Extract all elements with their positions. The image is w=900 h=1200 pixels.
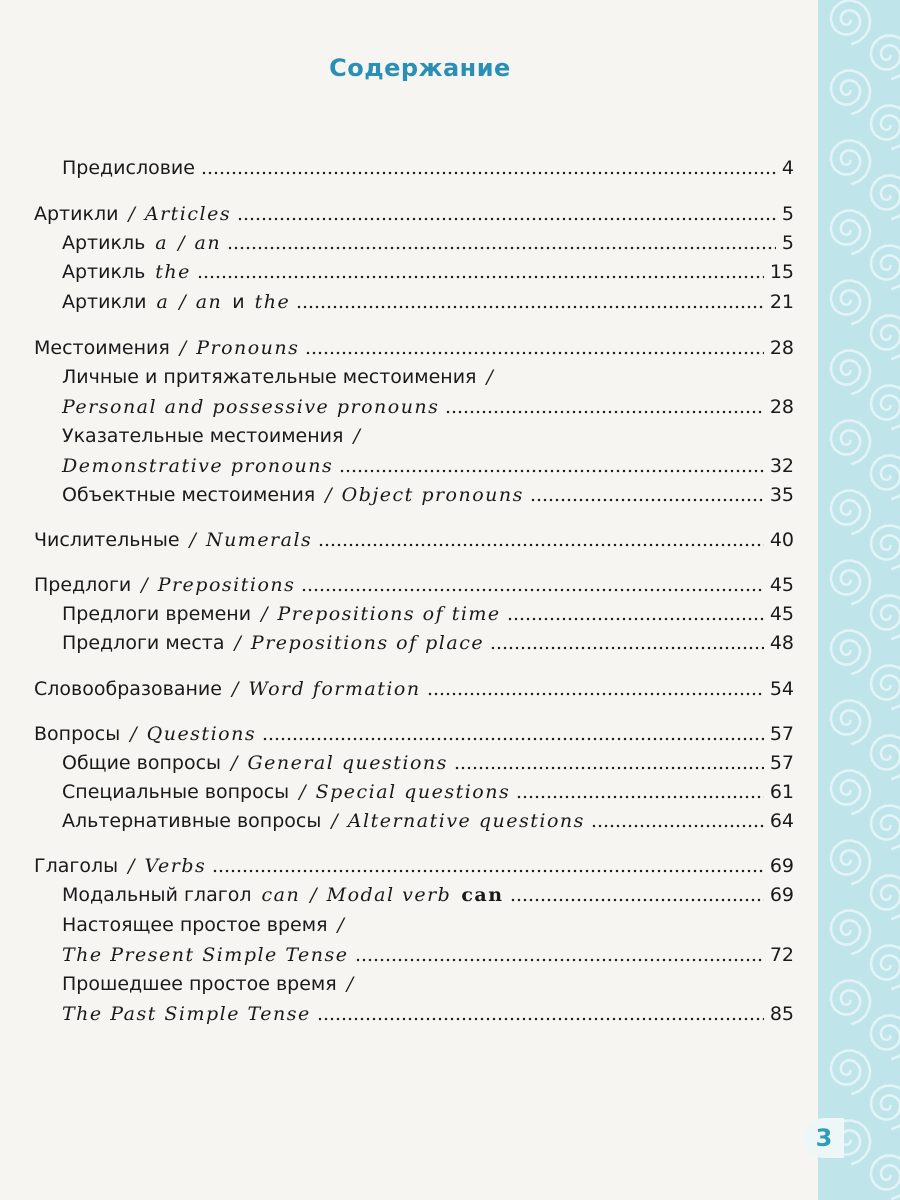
toc-entry-articles-a-an-the[interactable] bbox=[62, 288, 794, 316]
dot-leader bbox=[454, 765, 764, 771]
entry-title-ru: Числительные bbox=[34, 529, 180, 551]
entry-title-en: Special questions bbox=[315, 781, 511, 803]
entry-page-number: 21 bbox=[769, 291, 794, 313]
entry-page-number: 45 bbox=[769, 603, 794, 625]
entry-page-number: 5 bbox=[781, 203, 794, 225]
entry-title-en: Articles bbox=[144, 203, 232, 225]
dot-leader bbox=[201, 170, 776, 176]
toc-entry-pronouns[interactable] bbox=[34, 334, 794, 362]
entry-title-en: an bbox=[194, 232, 222, 254]
entry-title-ru: Артикли bbox=[62, 291, 147, 313]
entry-title-en: Prepositions of time bbox=[277, 603, 501, 625]
entry-page-number: 45 bbox=[769, 574, 794, 596]
swirl-mark bbox=[831, 701, 870, 745]
swirl-mark bbox=[871, 36, 900, 80]
entry-title-ru: Глаголы bbox=[34, 855, 119, 877]
page-number: 3 bbox=[804, 1118, 844, 1158]
entry-title-en: an bbox=[195, 291, 223, 313]
swirl-mark bbox=[831, 911, 870, 955]
swirl-mark bbox=[831, 421, 870, 465]
entry-page-number: 85 bbox=[769, 1003, 794, 1025]
toc-entry-alternative-questions[interactable] bbox=[62, 807, 794, 835]
swirl-mark bbox=[831, 631, 870, 675]
entry-title-ru: Настоящее простое время bbox=[62, 914, 328, 936]
entry-title-ru: Предлоги bbox=[34, 574, 132, 596]
toc-entry-demonstrative-en[interactable] bbox=[62, 452, 794, 480]
toc-entry-past-simple-en[interactable] bbox=[62, 1000, 794, 1028]
entry-separator: / bbox=[141, 574, 148, 596]
entry-title-ru: Местоимения bbox=[34, 337, 170, 359]
dot-leader bbox=[530, 497, 764, 503]
entry-separator: / bbox=[299, 781, 306, 803]
toc-entry-article-the[interactable] bbox=[62, 258, 794, 286]
entry-title-ru: Указательные местоимения bbox=[62, 425, 344, 447]
toc-entry-questions[interactable] bbox=[34, 720, 794, 748]
toc-entry-numerals[interactable] bbox=[34, 526, 794, 554]
entry-title-ru: Словообразование bbox=[34, 678, 222, 700]
toc-entry-personal-en[interactable] bbox=[62, 393, 794, 421]
entry-page-number: 57 bbox=[769, 723, 794, 745]
dot-leader bbox=[262, 736, 764, 742]
swirl-mark bbox=[831, 211, 870, 255]
dot-leader bbox=[305, 350, 763, 356]
entry-page-number: 4 bbox=[781, 157, 794, 179]
toc-entry-demonstrative-ru[interactable] bbox=[62, 422, 794, 450]
entry-separator: / bbox=[231, 752, 238, 774]
entry-title-ru: Предлоги времени bbox=[62, 603, 252, 625]
entry-title-en: Prepositions bbox=[157, 574, 296, 596]
entry-title-en: Pronouns bbox=[196, 337, 300, 359]
swirl-pattern-icon bbox=[818, 0, 900, 1200]
entry-separator: / bbox=[179, 337, 187, 359]
toc-entry-prepositions[interactable] bbox=[34, 571, 794, 599]
dot-leader bbox=[339, 468, 764, 474]
toc-entry-present-simple-ru[interactable] bbox=[62, 911, 794, 939]
dot-leader bbox=[507, 616, 764, 622]
swirl-mark bbox=[831, 981, 870, 1025]
entry-title-ru: Предисловие bbox=[62, 157, 195, 179]
entry-title-en: Object pronouns bbox=[341, 484, 524, 506]
entry-title-ru: Артикль bbox=[62, 232, 146, 254]
entry-title-en: Word formation bbox=[248, 678, 421, 700]
dot-leader bbox=[355, 957, 764, 963]
swirl-mark bbox=[871, 246, 900, 290]
entry-page-number: 35 bbox=[769, 484, 794, 506]
entry-page-number: 72 bbox=[769, 944, 794, 966]
page-title: Содержание bbox=[329, 54, 511, 82]
dot-leader bbox=[445, 409, 763, 415]
dot-leader bbox=[318, 542, 764, 548]
entry-page-number: 69 bbox=[769, 884, 794, 906]
toc-entry-personal-ru[interactable] bbox=[62, 363, 794, 391]
entry-separator: / bbox=[310, 884, 317, 906]
toc-entry-articles[interactable] bbox=[34, 200, 794, 228]
swirl-mark bbox=[831, 491, 870, 535]
entry-page-number: 64 bbox=[769, 810, 794, 832]
entry-separator: / bbox=[128, 203, 135, 225]
entry-title-ru: Вопросы bbox=[34, 723, 121, 745]
entry-title-en: the bbox=[254, 291, 291, 313]
dot-leader bbox=[227, 245, 776, 251]
dot-leader bbox=[490, 645, 764, 651]
entry-title-ru: Альтернативные вопросы bbox=[62, 810, 322, 832]
entry-separator: / bbox=[261, 603, 268, 625]
entry-title-en: a bbox=[155, 232, 169, 254]
entry-separator: / bbox=[128, 855, 135, 877]
swirl-mark bbox=[871, 1086, 900, 1130]
toc-entry-modal-can[interactable] bbox=[62, 881, 794, 909]
toc-entry-present-simple-en[interactable] bbox=[62, 941, 794, 969]
entry-title-ru: Модальный глагол bbox=[62, 884, 252, 906]
entry-title-en: The Past Simple Tense bbox=[62, 1003, 311, 1025]
entry-separator: / bbox=[189, 529, 196, 551]
entry-separator: / bbox=[353, 425, 360, 447]
swirl-mark bbox=[831, 351, 870, 395]
entry-title-en: a bbox=[156, 291, 170, 313]
entry-conjunction: и bbox=[232, 291, 245, 313]
entry-page-number: 54 bbox=[769, 678, 794, 700]
toc-entry-word-formation[interactable] bbox=[34, 675, 794, 703]
swirl-mark bbox=[831, 281, 870, 325]
entry-separator: / bbox=[178, 232, 185, 254]
swirl-mark bbox=[871, 1156, 900, 1200]
entry-title-en: Questions bbox=[146, 723, 257, 745]
entry-page-number: 28 bbox=[769, 337, 794, 359]
toc-entry-preface[interactable] bbox=[62, 154, 794, 182]
swirl-mark bbox=[871, 596, 900, 640]
dot-leader bbox=[516, 794, 764, 800]
entry-page-number: 15 bbox=[769, 261, 794, 283]
entry-page-number: 5 bbox=[781, 232, 794, 254]
dot-leader bbox=[301, 587, 763, 593]
entry-title-en: Verbs bbox=[144, 855, 207, 877]
entry-separator: / bbox=[337, 914, 344, 936]
swirl-mark bbox=[831, 771, 870, 815]
swirl-mark bbox=[871, 456, 900, 500]
toc-entry-verbs[interactable] bbox=[34, 852, 794, 880]
entry-title-en: Numerals bbox=[205, 529, 313, 551]
entry-title-ru: Специальные вопросы bbox=[62, 781, 290, 803]
toc-entry-prep-place[interactable] bbox=[62, 629, 794, 657]
swirl-mark bbox=[871, 666, 900, 710]
swirl-mark bbox=[831, 561, 870, 605]
entry-title-en: The Present Simple Tense bbox=[62, 944, 349, 966]
dot-leader bbox=[427, 691, 764, 697]
swirl-mark bbox=[871, 316, 900, 360]
entry-page-number: 69 bbox=[769, 855, 794, 877]
entry-title-en: Personal and possessive pronouns bbox=[62, 396, 440, 418]
toc-entry-general-questions[interactable] bbox=[62, 749, 794, 777]
entry-title-en: Demonstrative pronouns bbox=[62, 455, 334, 477]
entry-separator: / bbox=[130, 723, 137, 745]
dot-leader bbox=[591, 823, 764, 829]
entry-title-en: can bbox=[261, 884, 301, 906]
entry-separator: / bbox=[234, 632, 241, 654]
entry-separator: / bbox=[325, 484, 332, 506]
dot-leader bbox=[237, 216, 776, 222]
swirl-mark bbox=[871, 106, 900, 150]
entry-title-ru: Артикли bbox=[34, 203, 119, 225]
entry-separator: / bbox=[346, 973, 354, 995]
entry-separator: / bbox=[331, 810, 338, 832]
toc-entry-prep-time[interactable] bbox=[62, 600, 794, 628]
entry-page-number: 48 bbox=[769, 632, 794, 654]
swirl-mark bbox=[831, 141, 870, 185]
entry-title-ru: Личные и притяжательные местоимения bbox=[62, 366, 477, 388]
entry-title-en: the bbox=[155, 261, 191, 283]
dot-leader bbox=[197, 274, 764, 280]
entry-title-en-bold: can bbox=[461, 884, 504, 906]
entry-page-number: 61 bbox=[769, 781, 794, 803]
entry-title-en: Prepositions of place bbox=[250, 632, 485, 654]
entry-title-ru: Общие вопросы bbox=[62, 752, 222, 774]
entry-title-ru: Предлоги места bbox=[62, 632, 225, 654]
swirl-mark bbox=[871, 946, 900, 990]
entry-separator: / bbox=[179, 291, 186, 313]
swirl-mark bbox=[871, 386, 900, 430]
entry-title-ru: Объектные местоимения bbox=[62, 484, 316, 506]
entry-separator: / bbox=[486, 366, 493, 388]
toc-entry-article-a-an[interactable] bbox=[62, 229, 794, 257]
toc-entry-past-simple-ru[interactable] bbox=[62, 970, 794, 998]
toc-entry-special-questions[interactable] bbox=[62, 778, 794, 806]
swirl-mark bbox=[831, 1051, 870, 1095]
swirl-mark bbox=[871, 736, 900, 780]
entry-page-number: 32 bbox=[769, 455, 794, 477]
decorative-swirl-band bbox=[818, 0, 900, 1200]
entry-page-number: 28 bbox=[769, 396, 794, 418]
dot-leader bbox=[296, 304, 764, 310]
swirl-mark bbox=[871, 526, 900, 570]
entry-title-en: General questions bbox=[247, 752, 448, 774]
entry-title-en: Alternative questions bbox=[347, 810, 585, 832]
swirl-mark bbox=[871, 876, 900, 920]
entry-title-en: Modal verb bbox=[326, 884, 452, 906]
swirl-mark bbox=[831, 841, 870, 885]
entry-title-ru: Артикль bbox=[62, 261, 146, 283]
swirl-mark bbox=[831, 1, 870, 45]
dot-leader bbox=[317, 1016, 764, 1022]
swirl-mark bbox=[871, 806, 900, 850]
entry-title-ru: Прошедшее простое время bbox=[62, 973, 337, 995]
swirl-mark bbox=[871, 176, 900, 220]
entry-separator: / bbox=[231, 678, 239, 700]
dot-leader bbox=[212, 868, 764, 874]
toc-entry-object-pronouns[interactable] bbox=[62, 481, 794, 509]
dot-leader bbox=[510, 897, 764, 903]
entry-page-number: 57 bbox=[769, 752, 794, 774]
swirl-mark bbox=[871, 1016, 900, 1060]
entry-page-number: 40 bbox=[769, 529, 794, 551]
